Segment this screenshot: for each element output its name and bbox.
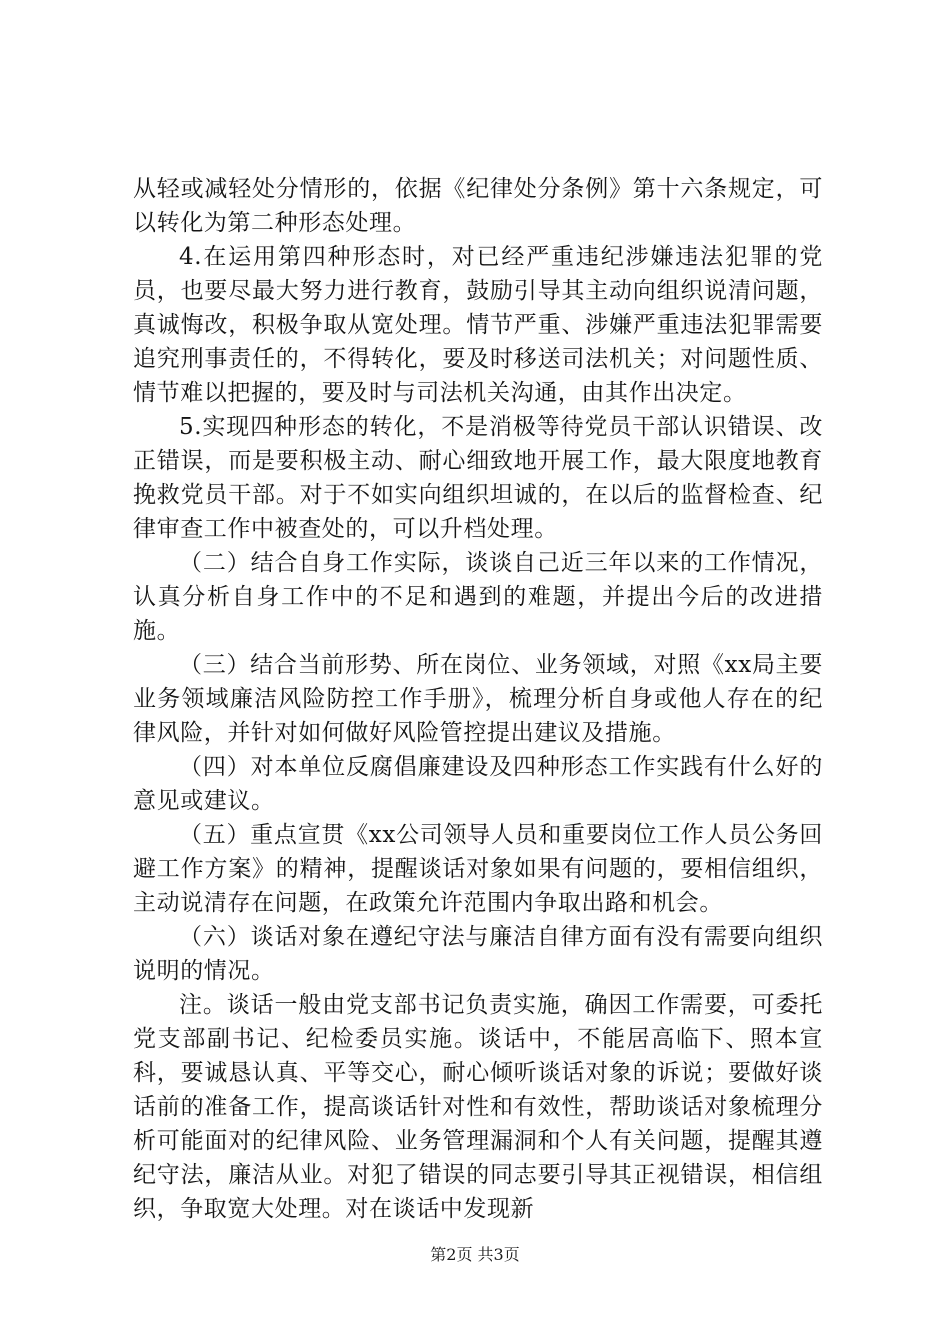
paragraph-continuation: 从轻或减轻处分情形的，依据《纪律处分条例》第十六条规定，可以转化为第二种形态处理。 — [133, 176, 823, 236]
paragraph-note: 注。谈话一般由党支部书记负责实施，确因工作需要，可委托党支部副书记、纪检委员实施。谈话中，不能居高临下、照本宣科，要诚恳认真、平等交心，耐心倾听谈话对象的诉说；要做好谈话前的准备工作，提高谈话针对性和有效性，帮助谈话对象梳理分析可能面对的纪律风险、业务管理漏洞和个人有关问题，提醒其遵纪守法，廉洁从业。对犯了错误的同志要引导其正视错误，相信组织，争取宽大处理。对在谈话中发现新 — [133, 992, 823, 1222]
paragraph-item-4: 4.在运用第四种形态时，对已经严重违纪涉嫌违法犯罪的党员，也要尽最大努力进行教育，鼓励引导其主动向组织说清问题，真诚悔改，积极争取从宽处理。情节严重、涉嫌严重违法犯罪需要追究刑事责任的，不得转化，要及时移送司法机关；对问题性质、情节难以把握的，要及时与司法机关沟通，由其作出决定。 — [133, 244, 823, 406]
paragraph-section-6: （六）谈话对象在遵纪守法与廉洁自律方面有没有需要向组织说明的情况。 — [133, 924, 823, 984]
paragraph-section-4: （四）对本单位反腐倡廉建设及四种形态工作实践有什么好的意见或建议。 — [133, 754, 823, 814]
paragraph-section-5: （五）重点宣贯《xx公司领导人员和重要岗位工作人员公务回避工作方案》的精神，提醒谈话对象如果有问题的，要相信组织，主动说清存在问题，在政策允许范围内争取出路和机会。 — [133, 822, 823, 916]
document-body — [133, 172, 823, 1226]
paragraph-section-2: （二）结合自身工作实际，谈谈自己近三年以来的工作情况，认真分析自身工作中的不足和遇到的难题，并提出今后的改进措施。 — [133, 550, 823, 644]
page-number-label: 第2页 共3页 — [430, 1245, 520, 1264]
paragraph-item-5: 5.实现四种形态的转化，不是消极等待党员干部认识错误、改正错误，而是要积极主动、耐心细致地开展工作，最大限度地教育挽救党员干部。对于不如实向组织坦诚的，在以后的监督检查、纪律审查工作中被查处的，可以升档处理。 — [133, 414, 823, 542]
page-footer — [0, 1244, 950, 1266]
paragraph-section-3: （三）结合当前形势、所在岗位、业务领域，对照《xx局主要业务领域廉洁风险防控工作手册》，梳理分析自身或他人存在的纪律风险，并针对如何做好风险管控提出建议及措施。 — [133, 652, 823, 746]
